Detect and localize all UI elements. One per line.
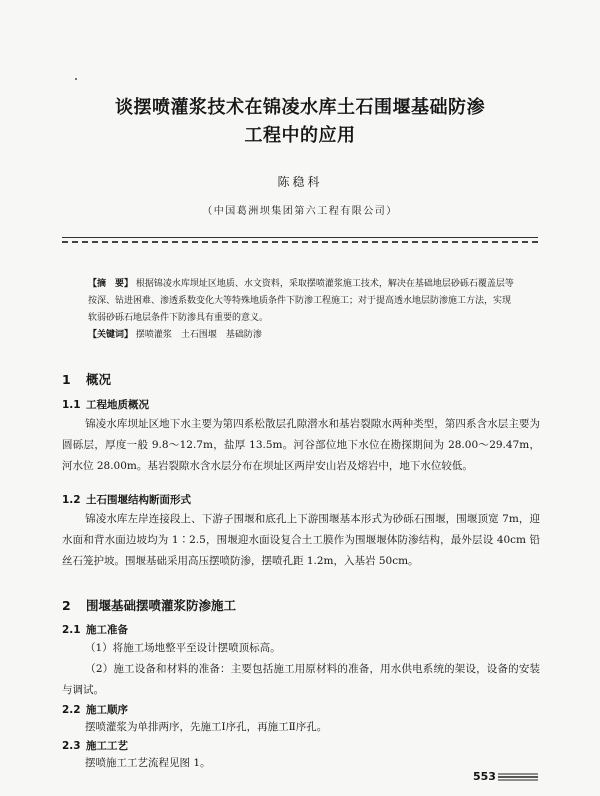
section-title: 围堰基础摆喷灌浆防渗施工 <box>86 598 237 613</box>
paragraph-text: 摆喷施工工艺流程见图 1。 <box>85 757 211 769</box>
section-2-2-heading <box>62 702 128 717</box>
section-number: 1.2 <box>62 494 81 506</box>
section-2-3-heading <box>62 738 128 753</box>
section-2-3-paragraph <box>62 753 540 774</box>
section-number: 1 <box>62 372 71 387</box>
scan-speck <box>75 78 77 80</box>
section-1-2-paragraph <box>62 509 540 572</box>
keywords-text: 摆喷灌浆 土石围堰 基础防渗 <box>135 330 262 340</box>
section-1-2-heading <box>62 492 191 507</box>
paper-title-line1: 谈摆喷灌浆技术在锦凌水库土石围堰基础防渗 <box>115 97 485 118</box>
page-number-ornament <box>498 771 538 783</box>
page-number: 553 <box>473 770 496 783</box>
header-rule <box>62 237 538 238</box>
author: 陈稳科 <box>277 175 323 189</box>
section-title: 施工准备 <box>86 624 128 636</box>
section-1-heading <box>62 370 111 388</box>
paragraph-text: 摆喷灌浆为单排两序，先施工Ⅰ序孔，再施工Ⅱ序孔。 <box>85 721 328 733</box>
section-number: 2.1 <box>62 624 81 636</box>
paragraph-text: （2）施工设备和材料的准备：主要包括施工用原材料的准备，用水供电系统的架设，设备的安装与调试。 <box>62 663 540 696</box>
section-number: 2.3 <box>62 740 81 752</box>
section-number: 2 <box>62 598 71 613</box>
header-dotted-rule <box>62 241 538 243</box>
section-title: 施工顺序 <box>86 704 128 716</box>
section-title: 施工工艺 <box>86 740 128 752</box>
section-1-1-paragraph <box>62 414 540 477</box>
paragraph-text: （1）将施工场地整平至设计摆喷顶标高。 <box>85 642 281 654</box>
section-1-1-heading <box>62 397 149 412</box>
section-2-heading <box>62 596 236 614</box>
paragraph-text: 锦凌水库左岸连接段上、下游子围堰和底孔上下游围堰基本形式为砂砾石围堰，围堰顶宽 7m，迎水面和背水面边坡均为 1∶2.5，围堰迎水面设复合土工膜作为围堰堰体防渗结构，最外层设 40cm 铅丝石笼护坡。围堰基础采用高压摆喷防渗，摆喷孔距 1.2m，入基岩 50cm。 <box>62 513 540 567</box>
section-2-1-heading <box>62 622 128 637</box>
section-2-1-item-1 <box>62 638 540 659</box>
section-title: 概况 <box>86 372 112 387</box>
section-title: 土石围堰结构断面形式 <box>86 494 191 506</box>
abstract-text: 根据锦凌水库坝址区地质、水文资料，采取摆喷灌浆施工技术，解决在基础地层砂砾石覆盖层等按深、钻进困难、渗透系数变化大等特殊地质条件下防渗工程施工；对于提高透水地层防渗施工方法，实现软弱砂砾石地层条件下防渗具有重要的意义。 <box>88 279 514 323</box>
section-number: 2.2 <box>62 704 81 716</box>
section-2-2-paragraph <box>62 717 540 738</box>
affiliation: （中国葛洲坝集团第六工程有限公司） <box>202 206 398 217</box>
keywords-label: 【关键词】 <box>88 330 134 340</box>
section-title: 工程地质概况 <box>86 399 149 411</box>
section-2-1-item-2 <box>62 659 540 701</box>
paper-title-line2: 工程中的应用 <box>244 125 356 146</box>
section-number: 1.1 <box>62 399 81 411</box>
paragraph-text: 锦凌水库坝址区地下水主要为第四系松散层孔隙潜水和基岩裂隙水两种类型，第四系含水层主要为圆砾层，厚度一般 9.8～12.7m，盐厚 13.5m。河谷部位地下水位在勘探期间为 28.00～29.47m，河水位 28.00m。基岩裂隙水含水层分布在坝址区两岸安山岩及熔岩中，地下水位较低。 <box>62 418 540 472</box>
abstract-label: 【摘 要】 <box>88 279 134 289</box>
abstract-block <box>88 276 518 344</box>
